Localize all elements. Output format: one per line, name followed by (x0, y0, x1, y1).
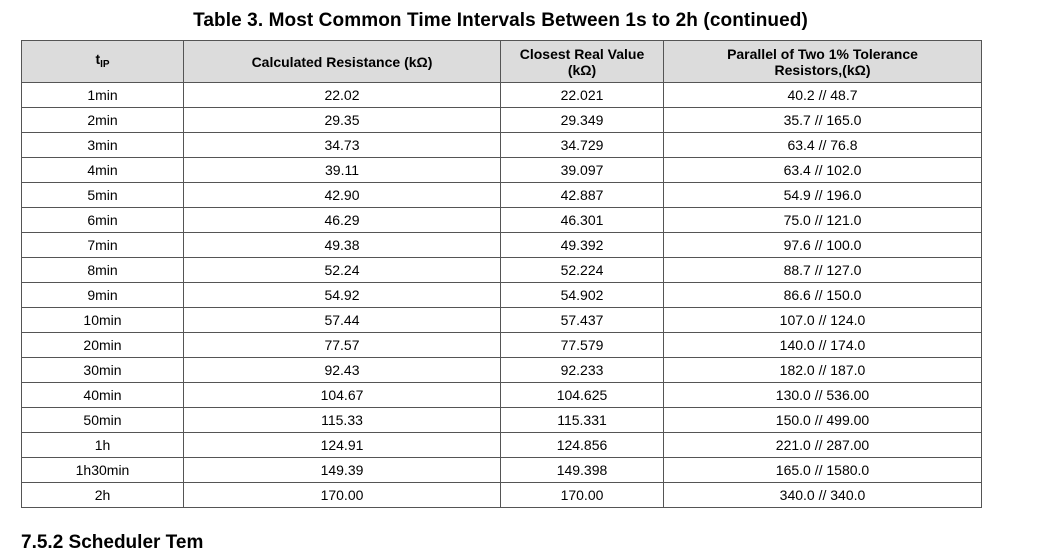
cell-closest-real-value: 46.301 (501, 208, 664, 233)
cell-parallel-resistors: 221.0 // 287.00 (664, 433, 982, 458)
cell-closest-real-value: 39.097 (501, 158, 664, 183)
cell-closest-real-value: 92.233 (501, 358, 664, 383)
cell-closest-real-value: 49.392 (501, 233, 664, 258)
table-title: Table 3. Most Common Time Intervals Between 1s to 2h (continued) (193, 10, 808, 31)
cell-calculated-resistance: 92.43 (184, 358, 501, 383)
cell-closest-real-value: 115.331 (501, 408, 664, 433)
cell-time-interval: 40min (22, 383, 184, 408)
table-row (22, 383, 982, 408)
next-section-heading: 7.5.2 Scheduler Tem (21, 532, 204, 553)
table-body (22, 83, 982, 508)
cell-parallel-resistors: 63.4 // 102.0 (664, 158, 982, 183)
cell-calculated-resistance: 49.38 (184, 233, 501, 258)
cell-calculated-resistance: 22.02 (184, 83, 501, 108)
cell-calculated-resistance: 52.24 (184, 258, 501, 283)
cell-time-interval: 8min (22, 258, 184, 283)
tip-main: t (95, 50, 101, 67)
cell-closest-real-value: 22.021 (501, 83, 664, 108)
cell-calculated-resistance: 170.00 (184, 483, 501, 508)
cell-calculated-resistance: 104.67 (184, 383, 501, 408)
cell-parallel-resistors: 182.0 // 187.0 (664, 358, 982, 383)
column-header-tip (22, 41, 184, 83)
table-row (22, 133, 982, 158)
table-row (22, 308, 982, 333)
cell-calculated-resistance: 54.92 (184, 283, 501, 308)
table-row (22, 408, 982, 433)
cell-time-interval: 7min (22, 233, 184, 258)
table-row (22, 483, 982, 508)
cell-closest-real-value: 34.729 (501, 133, 664, 158)
cell-calculated-resistance: 149.39 (184, 458, 501, 483)
cell-time-interval: 1h30min (22, 458, 184, 483)
column-header-closest-real-value (501, 41, 664, 83)
cell-closest-real-value: 124.856 (501, 433, 664, 458)
closest-real-value-line1: Closest Real Value (519, 45, 645, 62)
cell-time-interval: 2h (22, 483, 184, 508)
table-row (22, 458, 982, 483)
cell-time-interval: 30min (22, 358, 184, 383)
cell-closest-real-value: 57.437 (501, 308, 664, 333)
table-row (22, 433, 982, 458)
cell-time-interval: 6min (22, 208, 184, 233)
table-row (22, 158, 982, 183)
cell-calculated-resistance: 115.33 (184, 408, 501, 433)
cell-parallel-resistors: 63.4 // 76.8 (664, 133, 982, 158)
cell-parallel-resistors: 165.0 // 1580.0 (664, 458, 982, 483)
cell-parallel-resistors: 75.0 // 121.0 (664, 208, 982, 233)
cell-time-interval: 50min (22, 408, 184, 433)
table-row (22, 258, 982, 283)
cell-closest-real-value: 77.579 (501, 333, 664, 358)
column-header-calculated-resistance: Calculated Resistance (kΩ) (184, 41, 501, 83)
tip-subscript: IP (100, 58, 110, 70)
cell-parallel-resistors: 88.7 // 127.0 (664, 258, 982, 283)
cell-time-interval: 4min (22, 158, 184, 183)
cell-parallel-resistors: 35.7 // 165.0 (664, 108, 982, 133)
cell-calculated-resistance: 39.11 (184, 158, 501, 183)
cell-calculated-resistance: 57.44 (184, 308, 501, 333)
table-row (22, 333, 982, 358)
cell-parallel-resistors: 97.6 // 100.0 (664, 233, 982, 258)
cell-closest-real-value: 52.224 (501, 258, 664, 283)
cell-time-interval: 20min (22, 333, 184, 358)
cell-closest-real-value: 149.398 (501, 458, 664, 483)
cell-closest-real-value: 170.00 (501, 483, 664, 508)
cell-time-interval: 1h (22, 433, 184, 458)
table-row (22, 108, 982, 133)
cell-closest-real-value: 42.887 (501, 183, 664, 208)
cell-parallel-resistors: 40.2 // 48.7 (664, 83, 982, 108)
cell-time-interval: 3min (22, 133, 184, 158)
table-row (22, 208, 982, 233)
cell-calculated-resistance: 77.57 (184, 333, 501, 358)
cell-parallel-resistors: 107.0 // 124.0 (664, 308, 982, 333)
cell-calculated-resistance: 124.91 (184, 433, 501, 458)
parallel-resistors-line1: Parallel of Two 1% Tolerance (727, 45, 918, 62)
table-header-row (22, 41, 982, 83)
cell-closest-real-value: 29.349 (501, 108, 664, 133)
table-row (22, 358, 982, 383)
cell-calculated-resistance: 46.29 (184, 208, 501, 233)
column-header-parallel-resistors (664, 41, 982, 83)
cell-parallel-resistors: 340.0 // 340.0 (664, 483, 982, 508)
cell-parallel-resistors: 150.0 // 499.00 (664, 408, 982, 433)
cell-time-interval: 1min (22, 83, 184, 108)
cell-calculated-resistance: 42.90 (184, 183, 501, 208)
closest-real-value-line2: (kΩ) (567, 61, 597, 78)
table-row (22, 183, 982, 208)
cell-closest-real-value: 104.625 (501, 383, 664, 408)
cell-parallel-resistors: 54.9 // 196.0 (664, 183, 982, 208)
cell-parallel-resistors: 140.0 // 174.0 (664, 333, 982, 358)
table-row (22, 283, 982, 308)
cell-parallel-resistors: 86.6 // 150.0 (664, 283, 982, 308)
cell-parallel-resistors: 130.0 // 536.00 (664, 383, 982, 408)
cell-time-interval: 2min (22, 108, 184, 133)
cell-closest-real-value: 54.902 (501, 283, 664, 308)
parallel-resistors-line2: Resistors,(kΩ) (774, 61, 871, 78)
cell-calculated-resistance: 29.35 (184, 108, 501, 133)
cell-time-interval: 10min (22, 308, 184, 333)
cell-time-interval: 5min (22, 183, 184, 208)
table-row (22, 83, 982, 108)
cell-calculated-resistance: 34.73 (184, 133, 501, 158)
table-row (22, 233, 982, 258)
cell-time-interval: 9min (22, 283, 184, 308)
resistance-table (21, 40, 982, 508)
